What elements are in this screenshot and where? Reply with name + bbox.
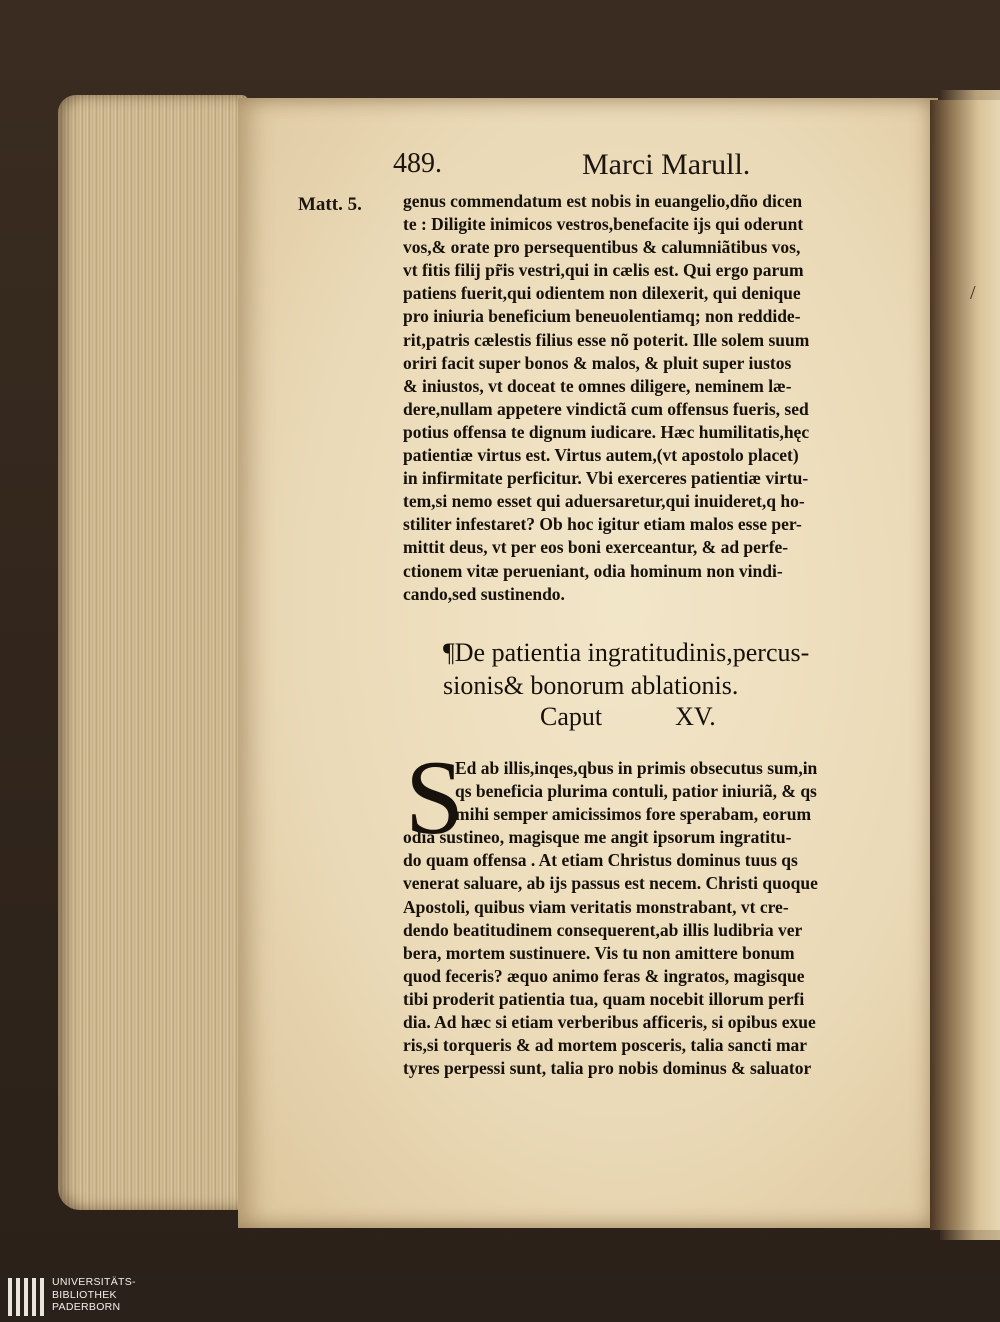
- library-line: BIBLIOTHEK: [52, 1288, 117, 1301]
- text-line: potius offensa te dignum iudicare. Hæc humilitatis,hęc: [403, 421, 810, 442]
- text-line: rit,patris cælestis filius esse nõ poterit. Ille solem suum: [403, 329, 810, 350]
- heading-line: ¶De patientia ingratitudinis,percus-: [443, 638, 810, 667]
- library-line: PADERBORN: [52, 1301, 121, 1313]
- paragraph-1: [403, 190, 908, 606]
- text-line: odia sustineo, magisque me angit ipsorum ingratitu-: [403, 827, 792, 848]
- text-line: cando,sed sustinendo.: [403, 583, 565, 604]
- caput-number: XV.: [675, 702, 716, 731]
- running-title: Marci Marull.: [582, 148, 751, 181]
- text-line: stiliter infestaret? Ob hoc igitur etiam malos esse per-: [403, 514, 802, 535]
- page-edges: [58, 95, 248, 1210]
- book-gutter: [930, 100, 1000, 1230]
- text-line: qs beneficia plurima contuli, patior iniuriã, & qs: [455, 781, 817, 802]
- paragraph-2: [403, 757, 910, 1080]
- chapter-number: [540, 702, 716, 732]
- text-line: dere,nullam appetere vindictã cum offensus fueris, sed: [403, 398, 809, 419]
- text-line: oriri facit super bonos & malos, & pluit super iustos: [403, 352, 792, 373]
- library-name: [52, 1276, 136, 1314]
- text-line: bera, mortem sustinuere. Vis tu non amittere bonum: [403, 942, 795, 963]
- text-line: ctionem vitæ perueniant, odia hominum non vindi-: [403, 560, 783, 581]
- text-line: dia. Ad hæc si etiam verberibus afficeris, si opibus exue: [403, 1012, 816, 1033]
- text-line: patiens fuerit,qui odientem non dilexerit, qui denique: [403, 283, 801, 304]
- text-line: ris,si torqueris & ad mortem posceris, talia sancti mar: [403, 1035, 808, 1056]
- chapter-heading: [443, 636, 913, 702]
- text-line: tibi proderit patientia tua, quam nocebit illorum perfi: [403, 988, 805, 1009]
- caput-label: Caput: [540, 702, 603, 731]
- text-line: mihi semper amicissimos fore sperabam, eorum: [455, 804, 812, 825]
- page-number: 489.: [393, 148, 442, 179]
- text-line: pro iniuria beneficium beneuolentiamq; non reddide-: [403, 306, 801, 327]
- text-line: genus commendatum est nobis in euangelio,dño dicen: [403, 191, 803, 211]
- text-line: vos,& orate pro persequentibus & calumniãtibus vos,: [403, 237, 801, 258]
- text-line: vt fitis filij pr̃is vestri,qui in cælis est. Qui ergo parum: [403, 260, 804, 281]
- text-line: te : Diligite inimicos vestros,benefacite ijs qui oderunt: [403, 214, 804, 235]
- text-line: do quam offensa . At etiam Christus dominus tuus qs: [403, 850, 798, 871]
- footer-bar: [0, 1272, 1000, 1322]
- text-line: tyres perpessi sunt, talia pro nobis dominus & saluator: [403, 1058, 812, 1079]
- text-line: quod feceris? æquo animo feras & ingratos, magisque: [403, 965, 805, 986]
- text-line: dendo beatitudinem consequerent,ab illis ludibria ver: [403, 919, 803, 940]
- text-line: venerat saluare, ab ijs passus est necem. Christi quoque: [403, 873, 818, 894]
- margin-note: Matt. 5.: [298, 194, 362, 215]
- heading-line: sionis& bonorum ablationis.: [443, 671, 739, 700]
- text-line: mittit deus, vt per eos boni exerceantur, & ad perfe-: [403, 537, 789, 558]
- stray-mark: /: [970, 282, 976, 304]
- library-line: UNIVERSITÄTS-: [52, 1276, 136, 1288]
- text-line: patientiæ virtus est. Virtus autem,(vt apostolo placet): [403, 445, 799, 466]
- text-line: Apostoli, quibus viam veritatis monstrabant, vt cre-: [403, 896, 789, 917]
- text-line: Ed ab illis,inqes,qbus in primis obsecutus sum,in: [455, 758, 818, 778]
- text-line: in infirmitate perficitur. Vbi exerceres patientiæ virtu-: [403, 468, 809, 489]
- drop-cap: S: [405, 739, 464, 856]
- text-line: tem,si nemo esset qui aduersaretur,qui inuideret,q ho-: [403, 491, 805, 512]
- library-logo-icon: [8, 1278, 46, 1316]
- text-line: & iniustos, vt doceat te omnes diligere, neminem læ-: [403, 375, 792, 396]
